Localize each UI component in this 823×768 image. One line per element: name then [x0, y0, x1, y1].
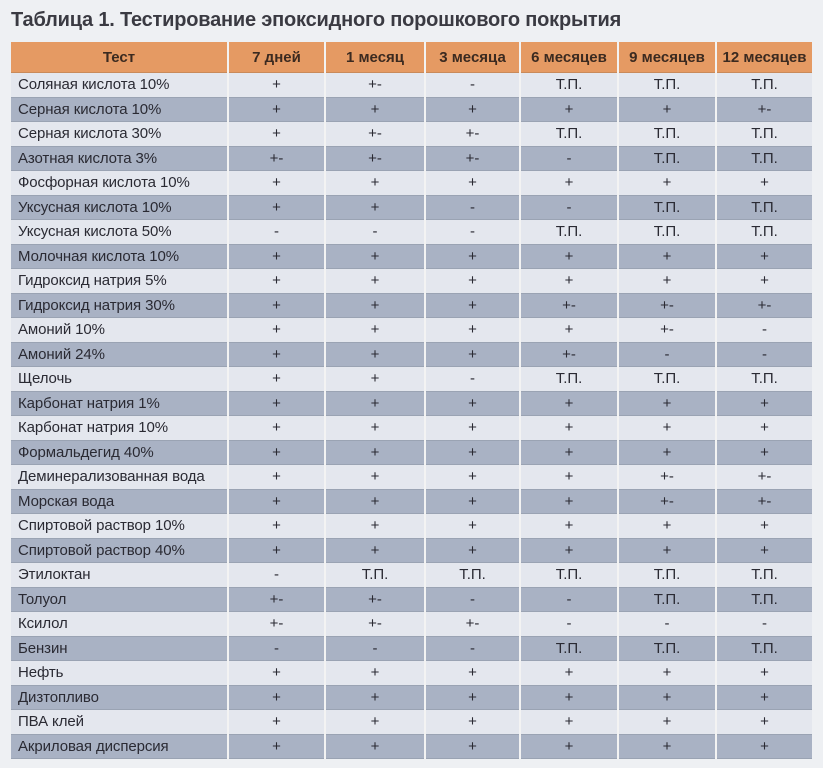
table-row	[11, 318, 812, 343]
result-7-days: +	[228, 73, 325, 98]
result-6-months: Т.П.	[520, 636, 618, 661]
result-3-months: +	[425, 244, 520, 269]
table-row	[11, 367, 812, 392]
result-7-days: +	[228, 293, 325, 318]
result-1-month: +	[325, 416, 425, 441]
result-1-month: +-	[325, 612, 425, 637]
result-6-months: +	[520, 440, 618, 465]
table-row	[11, 465, 812, 490]
result-12-months: +-	[716, 293, 812, 318]
result-1-month: +	[325, 97, 425, 122]
result-3-months: +	[425, 661, 520, 686]
result-12-months: Т.П.	[716, 195, 812, 220]
result-9-months: Т.П.	[618, 122, 716, 147]
result-7-days: +	[228, 514, 325, 539]
result-3-months: -	[425, 195, 520, 220]
result-7-days: +	[228, 195, 325, 220]
result-3-months: +	[425, 538, 520, 563]
result-9-months: +-	[618, 465, 716, 490]
result-6-months: -	[520, 195, 618, 220]
result-3-months: +-	[425, 612, 520, 637]
result-12-months: Т.П.	[716, 563, 812, 588]
result-6-months: +	[520, 489, 618, 514]
test-name: Деминерализованная вода	[11, 465, 228, 490]
result-6-months: Т.П.	[520, 220, 618, 245]
result-6-months: +-	[520, 293, 618, 318]
result-9-months: +	[618, 97, 716, 122]
table-row	[11, 514, 812, 539]
test-name: Гидроксид натрия 30%	[11, 293, 228, 318]
test-name: Нефть	[11, 661, 228, 686]
result-6-months: +	[520, 269, 618, 294]
result-7-days: +	[228, 171, 325, 196]
table-row	[11, 73, 812, 98]
test-name: Азотная кислота 3%	[11, 146, 228, 171]
result-12-months: +	[716, 710, 812, 735]
result-3-months: +	[425, 416, 520, 441]
table-row	[11, 122, 812, 147]
result-9-months: +-	[618, 318, 716, 343]
result-6-months: +	[520, 710, 618, 735]
result-7-days: -	[228, 563, 325, 588]
result-12-months: Т.П.	[716, 220, 812, 245]
test-name: Карбонат натрия 1%	[11, 391, 228, 416]
table-row	[11, 440, 812, 465]
test-name: Молочная кислота 10%	[11, 244, 228, 269]
header-7-days: 7 дней	[228, 42, 325, 73]
result-7-days: +	[228, 685, 325, 710]
result-9-months: +	[618, 416, 716, 441]
result-7-days: +	[228, 538, 325, 563]
result-3-months: -	[425, 73, 520, 98]
test-name: Амоний 24%	[11, 342, 228, 367]
result-9-months: +	[618, 734, 716, 759]
header-12-months: 12 месяцев	[716, 42, 812, 73]
result-12-months: -	[716, 612, 812, 637]
result-7-days: +	[228, 244, 325, 269]
result-9-months: +-	[618, 489, 716, 514]
result-6-months: +	[520, 538, 618, 563]
result-3-months: +-	[425, 146, 520, 171]
header-row	[11, 42, 812, 73]
test-name: Этилоктан	[11, 563, 228, 588]
result-12-months: +	[716, 171, 812, 196]
result-12-months: +	[716, 685, 812, 710]
result-12-months: -	[716, 318, 812, 343]
table-row	[11, 685, 812, 710]
result-9-months: Т.П.	[618, 636, 716, 661]
table-row	[11, 97, 812, 122]
result-6-months: +	[520, 244, 618, 269]
result-9-months: Т.П.	[618, 220, 716, 245]
result-9-months: +	[618, 685, 716, 710]
result-7-days: +-	[228, 146, 325, 171]
result-3-months: -	[425, 367, 520, 392]
header-test: Тест	[11, 42, 228, 73]
test-name: Толуол	[11, 587, 228, 612]
result-1-month: Т.П.	[325, 563, 425, 588]
result-1-month: +	[325, 440, 425, 465]
result-7-days: +	[228, 318, 325, 343]
result-7-days: +-	[228, 612, 325, 637]
result-6-months: +-	[520, 342, 618, 367]
result-12-months: +	[716, 734, 812, 759]
test-name: Бензин	[11, 636, 228, 661]
result-6-months: +	[520, 465, 618, 490]
result-1-month: +	[325, 514, 425, 539]
result-1-month: +	[325, 489, 425, 514]
result-6-months: -	[520, 612, 618, 637]
result-12-months: +	[716, 661, 812, 686]
result-9-months: +	[618, 269, 716, 294]
result-7-days: +	[228, 465, 325, 490]
result-9-months: Т.П.	[618, 563, 716, 588]
table-row	[11, 220, 812, 245]
result-1-month: +	[325, 367, 425, 392]
test-name: Формальдегид 40%	[11, 440, 228, 465]
table-row	[11, 612, 812, 637]
result-9-months: +-	[618, 293, 716, 318]
result-9-months: -	[618, 342, 716, 367]
test-name: Уксусная кислота 50%	[11, 220, 228, 245]
test-name: Уксусная кислота 10%	[11, 195, 228, 220]
result-6-months: +	[520, 318, 618, 343]
result-6-months: +	[520, 685, 618, 710]
result-9-months: +	[618, 514, 716, 539]
result-6-months: +	[520, 391, 618, 416]
result-9-months: -	[618, 612, 716, 637]
result-1-month: +	[325, 195, 425, 220]
result-12-months: Т.П.	[716, 587, 812, 612]
result-9-months: +	[618, 244, 716, 269]
result-3-months: +	[425, 514, 520, 539]
result-12-months: +-	[716, 489, 812, 514]
result-6-months: Т.П.	[520, 73, 618, 98]
result-1-month: +	[325, 710, 425, 735]
table-row	[11, 587, 812, 612]
result-3-months: Т.П.	[425, 563, 520, 588]
result-7-days: +	[228, 97, 325, 122]
coating-test-table	[11, 42, 812, 759]
result-6-months: +	[520, 661, 618, 686]
result-12-months: +	[716, 244, 812, 269]
result-1-month: +	[325, 293, 425, 318]
result-7-days: +	[228, 661, 325, 686]
result-1-month: +-	[325, 587, 425, 612]
result-3-months: +	[425, 342, 520, 367]
result-9-months: +	[618, 391, 716, 416]
header-1-month: 1 месяц	[325, 42, 425, 73]
result-1-month: +-	[325, 122, 425, 147]
result-3-months: +	[425, 710, 520, 735]
result-7-days: +	[228, 122, 325, 147]
result-3-months: +	[425, 440, 520, 465]
result-1-month: +	[325, 391, 425, 416]
result-1-month: +	[325, 538, 425, 563]
test-name: Серная кислота 30%	[11, 122, 228, 147]
header-3-months: 3 месяца	[425, 42, 520, 73]
result-1-month: +	[325, 465, 425, 490]
result-9-months: +	[618, 440, 716, 465]
test-name: Акриловая дисперсия	[11, 734, 228, 759]
result-12-months: Т.П.	[716, 122, 812, 147]
result-6-months: +	[520, 97, 618, 122]
result-9-months: +	[618, 661, 716, 686]
result-1-month: -	[325, 636, 425, 661]
table-row	[11, 342, 812, 367]
result-1-month: +	[325, 269, 425, 294]
result-6-months: +	[520, 171, 618, 196]
result-9-months: +	[618, 171, 716, 196]
table-row	[11, 244, 812, 269]
result-6-months: Т.П.	[520, 563, 618, 588]
result-12-months: Т.П.	[716, 367, 812, 392]
test-name: Спиртовой раствор 10%	[11, 514, 228, 539]
result-9-months: Т.П.	[618, 146, 716, 171]
test-name: Спиртовой раствор 40%	[11, 538, 228, 563]
result-3-months: +	[425, 734, 520, 759]
result-1-month: +	[325, 342, 425, 367]
result-12-months: +	[716, 538, 812, 563]
result-7-days: -	[228, 636, 325, 661]
table-caption: Таблица 1. Тестирование эпоксидного порошкового покрытия	[11, 9, 622, 31]
table-row	[11, 636, 812, 661]
result-7-days: -	[228, 220, 325, 245]
test-name: Карбонат натрия 10%	[11, 416, 228, 441]
header-6-months: 6 месяцев	[520, 42, 618, 73]
result-3-months: -	[425, 220, 520, 245]
result-6-months: Т.П.	[520, 367, 618, 392]
result-1-month: +-	[325, 73, 425, 98]
test-name: Дизтопливо	[11, 685, 228, 710]
result-12-months: +	[716, 514, 812, 539]
result-12-months: +	[716, 416, 812, 441]
result-1-month: +	[325, 734, 425, 759]
result-9-months: Т.П.	[618, 195, 716, 220]
table-row	[11, 269, 812, 294]
table-body	[11, 73, 812, 759]
result-7-days: +	[228, 269, 325, 294]
table-row	[11, 171, 812, 196]
result-7-days: +	[228, 734, 325, 759]
result-9-months: Т.П.	[618, 367, 716, 392]
table-row	[11, 146, 812, 171]
result-7-days: +-	[228, 587, 325, 612]
result-12-months: +	[716, 269, 812, 294]
result-3-months: +	[425, 391, 520, 416]
table-row	[11, 416, 812, 441]
result-7-days: +	[228, 367, 325, 392]
result-1-month: +-	[325, 146, 425, 171]
result-3-months: +	[425, 171, 520, 196]
table-header	[11, 42, 812, 73]
result-7-days: +	[228, 391, 325, 416]
result-12-months: +-	[716, 97, 812, 122]
header-9-months: 9 месяцев	[618, 42, 716, 73]
table-row	[11, 710, 812, 735]
test-name: Щелочь	[11, 367, 228, 392]
result-1-month: +	[325, 171, 425, 196]
table-row	[11, 195, 812, 220]
result-7-days: +	[228, 489, 325, 514]
result-9-months: Т.П.	[618, 587, 716, 612]
result-6-months: +	[520, 514, 618, 539]
result-7-days: +	[228, 440, 325, 465]
table-row	[11, 661, 812, 686]
result-6-months: Т.П.	[520, 122, 618, 147]
table-row	[11, 489, 812, 514]
result-1-month: +	[325, 661, 425, 686]
test-name: Соляная кислота 10%	[11, 73, 228, 98]
result-7-days: +	[228, 710, 325, 735]
result-7-days: +	[228, 342, 325, 367]
result-3-months: +	[425, 685, 520, 710]
test-name: Морская вода	[11, 489, 228, 514]
table-row	[11, 293, 812, 318]
result-9-months: Т.П.	[618, 73, 716, 98]
result-1-month: -	[325, 220, 425, 245]
result-6-months: +	[520, 734, 618, 759]
result-9-months: +	[618, 710, 716, 735]
test-name: ПВА клей	[11, 710, 228, 735]
test-name: Ксилол	[11, 612, 228, 637]
result-1-month: +	[325, 318, 425, 343]
result-3-months: +	[425, 465, 520, 490]
result-3-months: -	[425, 587, 520, 612]
result-1-month: +	[325, 685, 425, 710]
result-6-months: -	[520, 146, 618, 171]
result-1-month: +	[325, 244, 425, 269]
result-6-months: -	[520, 587, 618, 612]
result-3-months: +-	[425, 122, 520, 147]
test-name: Серная кислота 10%	[11, 97, 228, 122]
result-12-months: Т.П.	[716, 146, 812, 171]
result-3-months: +	[425, 318, 520, 343]
result-3-months: +	[425, 293, 520, 318]
result-12-months: Т.П.	[716, 636, 812, 661]
result-12-months: +	[716, 391, 812, 416]
table-row	[11, 538, 812, 563]
result-3-months: +	[425, 269, 520, 294]
test-name: Гидроксид натрия 5%	[11, 269, 228, 294]
result-3-months: -	[425, 636, 520, 661]
result-3-months: +	[425, 489, 520, 514]
result-12-months: +	[716, 440, 812, 465]
result-12-months: Т.П.	[716, 73, 812, 98]
table-row	[11, 563, 812, 588]
result-7-days: +	[228, 416, 325, 441]
table-row	[11, 734, 812, 759]
result-9-months: +	[618, 538, 716, 563]
result-3-months: +	[425, 97, 520, 122]
test-name: Амоний 10%	[11, 318, 228, 343]
result-12-months: +-	[716, 465, 812, 490]
result-6-months: +	[520, 416, 618, 441]
test-name: Фосфорная кислота 10%	[11, 171, 228, 196]
result-12-months: -	[716, 342, 812, 367]
table-row	[11, 391, 812, 416]
